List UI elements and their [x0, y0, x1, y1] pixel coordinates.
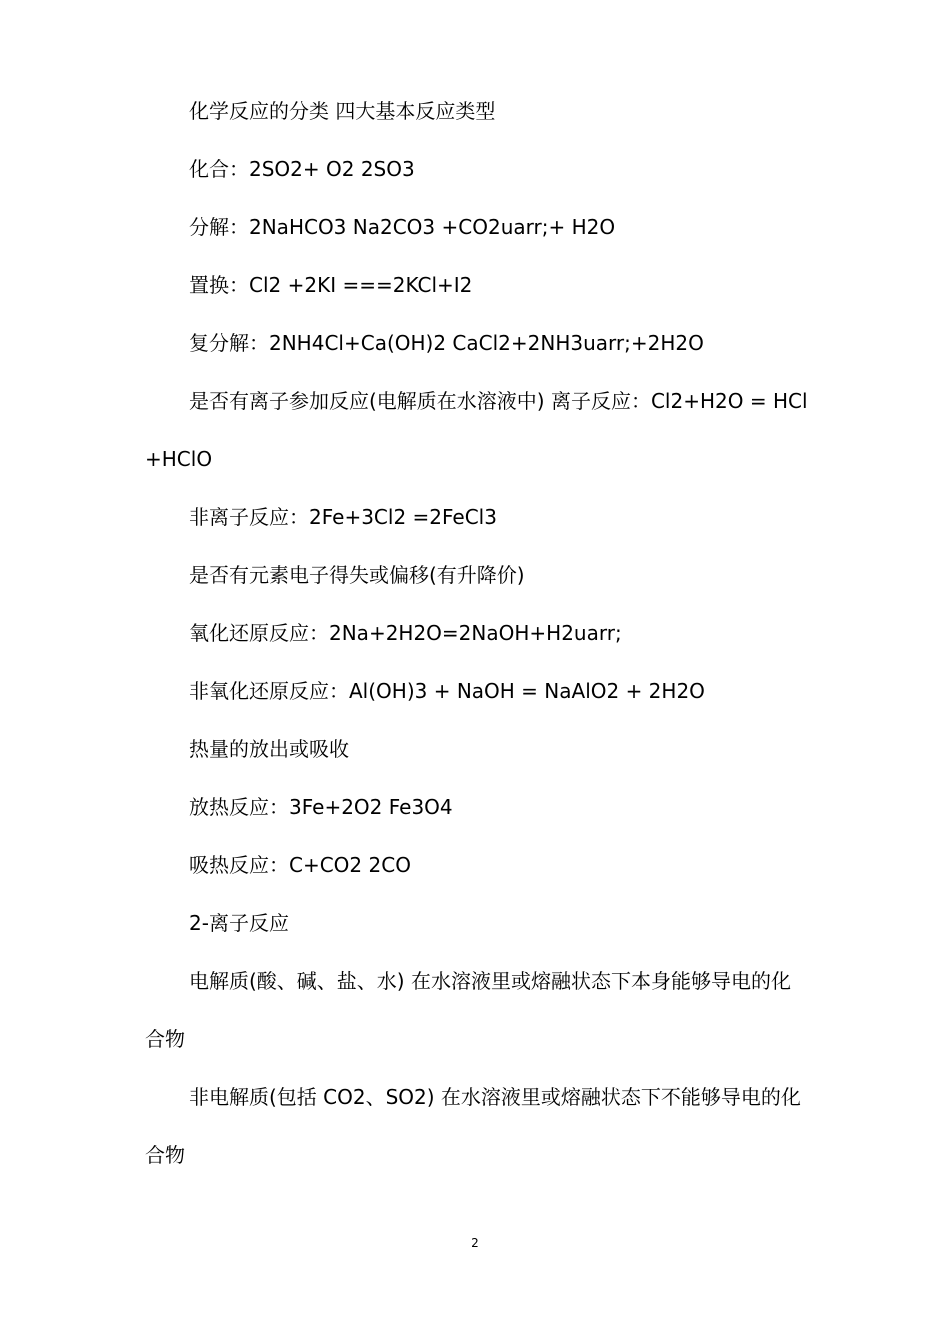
line-heat: 热量的放出或吸收 — [189, 737, 349, 761]
line-double-decomposition: 复分解：2NH4Cl+Ca(OH)2 CaCl2+2NH3uarr;+2H2O — [189, 331, 704, 355]
line-non-redox-reaction: 非氧化还原反应：Al(OH)3 + NaOH = NaAlO2 + 2H2O — [189, 679, 705, 703]
line-electrolyte: 电解质(酸、碱、盐、水) 在水溶液里或熔融状态下本身能够导电的化合物 — [145, 969, 791, 1051]
page-number: 2 — [471, 1236, 479, 1250]
line-decomposition: 分解：2NaHCO3 Na2CO3 +CO2uarr;+ H2O — [189, 215, 616, 239]
heading-classification: 化学反应的分类 四大基本反应类型 — [189, 99, 496, 123]
line-exothermic: 放热反应：3Fe+2O2 Fe3O4 — [189, 795, 453, 819]
line-non-electrolyte: 非电解质(包括 CO2、SO2) 在水溶液里或熔融状态下不能够导电的化合物 — [145, 1085, 801, 1167]
line-redox-reaction: 氧化还原反应：2Na+2H2O=2NaOH+H2uarr; — [189, 621, 622, 645]
line-displacement: 置换：Cl2 +2KI ===2KCl+I2 — [189, 273, 473, 297]
line-combination: 化合：2SO2+ O2 2SO3 — [189, 157, 415, 181]
line-ionic-reaction: 是否有离子参加反应(电解质在水溶液中) 离子反应：Cl2+H2O = HCl+HClO — [145, 389, 808, 471]
document-body — [145, 82, 810, 1184]
line-electron-transfer: 是否有元素电子得失或偏移(有升降价) — [189, 563, 525, 587]
line-non-ionic-reaction: 非离子反应：2Fe+3Cl2 =2FeCl3 — [189, 505, 497, 529]
line-endothermic: 吸热反应：C+CO2 2CO — [189, 853, 411, 877]
section-ionic-reactions: 2-离子反应 — [189, 911, 289, 935]
